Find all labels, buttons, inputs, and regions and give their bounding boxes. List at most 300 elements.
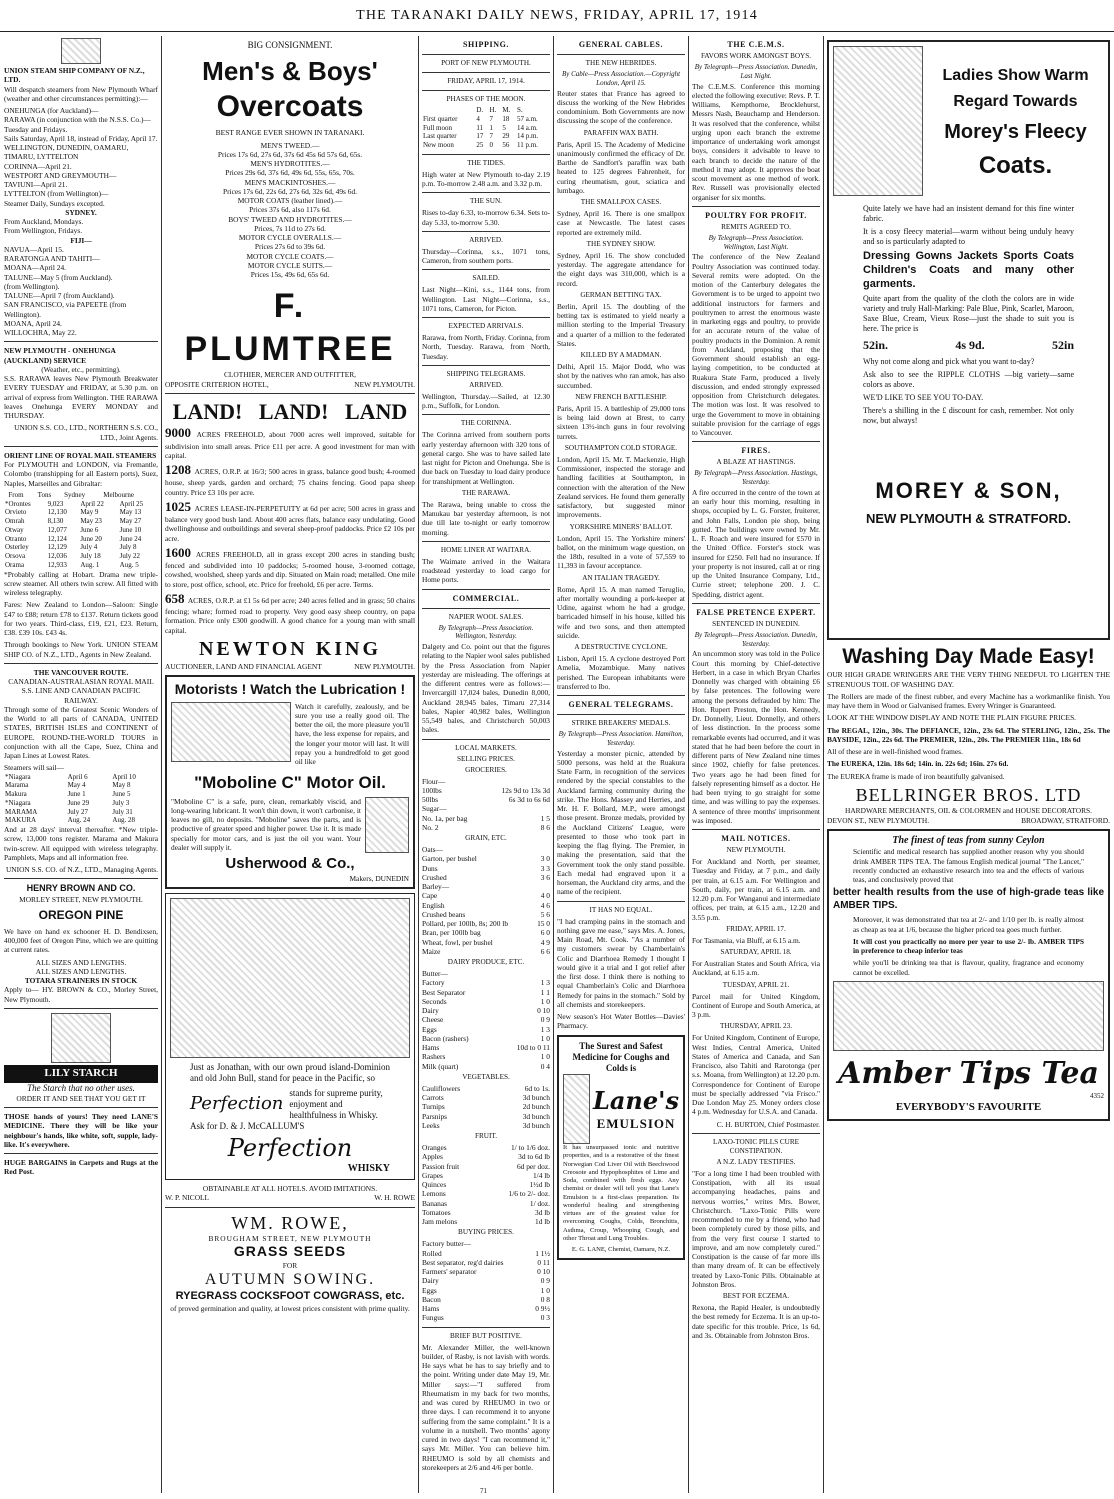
mail-notices: MAIL NOTICES. [721, 834, 791, 843]
tea-end: while you'll be drinking tea that is flavour, quality, fragrance and economy cannot be excelled. [853, 958, 1084, 977]
price-row: Grapes 1/4 lb [422, 1170, 550, 1180]
laxo: LAXO-TONIC PILLS CURE CONSTIPATION. [712, 1137, 800, 1155]
brief: BRIEF BUT POSITIVE. [450, 1331, 522, 1340]
column-retail-ads [827, 36, 1110, 1493]
oregon-sizes: ALL SIZES AND LENGTHS. [35, 957, 127, 967]
general-cables: GENERAL CABLES. [578, 40, 664, 49]
window: LOOK AT THE WINDOW DISPLAY AND NOTE THE PLAIN FIGURE PRICES. [827, 713, 1077, 723]
favourite: EVERYBODY'S FAVOURITE [895, 1101, 1042, 1113]
union-sign: UNION S.S. CO., LTD., NORTHERN S.S. CO., LTD., Joint Agents. [14, 423, 158, 442]
sailing-item: TAVIUNI—April 21. [4, 180, 68, 189]
markets: LOCAL MARKETS. [455, 743, 517, 752]
sailed-text: Last Night—Kini, s.s., 1144 tons, from Wellington. Last Night—Corinna, s.s., 1071 tons, Cameron, for Picton. [422, 285, 550, 313]
sun-text: Rises to-day 6.33, to-morrow 6.34. Sets to-day 5.33, to-morrow 5.30. [422, 208, 550, 227]
sailing-item: CORINNA—April 21. [4, 161, 72, 171]
moboline-ad [165, 675, 415, 889]
orient-rows [4, 500, 158, 570]
cems-sub: FAVORS WORK AMONGST BOYS. [700, 52, 812, 60]
ladies-line-2: Regard Towards [953, 93, 1078, 110]
price-row: Hams 0 9½ [422, 1304, 550, 1313]
column-rule [161, 36, 162, 1493]
moboline-title: "Moboline C" Motor Oil. [194, 773, 386, 793]
morey-ad [827, 40, 1110, 640]
orient-row: *Orontes 9,023 April 22 April 25 [5, 499, 144, 508]
apply: Apply to— HY. BROWN & CO., Morley Street, New Plymouth. [4, 985, 158, 1004]
burton: C. H. BURTON, Chief Postmaster. [716, 1119, 820, 1129]
selling: SELLING PRICES. [457, 754, 515, 763]
morey-call: Why not come along and pick what you want to-day? [863, 357, 1035, 367]
ryegrass: RYEGRASS COCKSFOOT COWGRASS, etc. [175, 1290, 405, 1303]
lanes-title: Lane's [592, 1086, 679, 1116]
orient-text: For PLYMOUTH and LONDON, via Fremantle, Colombo (transhipping for all Eastern ports), Suez, Naples, Marseilles and Gibraltar: [4, 460, 158, 488]
perfection-ask: Ask for D. & J. McCALLUM'S [190, 1121, 305, 1132]
grain-list [422, 845, 550, 956]
poultry-by: By Telegraph—Press Association. Wellington, Last Night. [708, 233, 804, 251]
moon-row: First quarter 4 7 18 57 a.m. [423, 114, 538, 123]
sailing-ship-illustration [833, 981, 1104, 1051]
motorists-heading: Motorists ! Watch the Lubrication ! [174, 681, 406, 698]
price-row: Bacon 0 8 [422, 1294, 550, 1304]
betting-text: Berlin, April 15. The doubling of the betting tax is estimated to yield nearly a million sterling to the Imperial Treasury and a quarter of a million to the federated States. [557, 301, 685, 348]
port: PORT OF NEW PLYMOUTH. [441, 59, 531, 67]
fraud-text: An uncommon story was told in the Police Court this morning by Chief-detective Herbert, in a case in which Bryan Charles Donnelly was charged with obtaining £6 by false pretences. The following were among the persons defrauded by him: The Hon. Rupert Preston, the Hon. Kennedy, Dr. Donnelly, Lieut. Donnelly, and others of less distinction. In the process some remarkable events had occurred, and it was stated that he had been before the court in different parts of New Zealand nine times since 1902, chiefly for false pretences. Two years ago he had been fined for falsely representing himself as a doctor. He had been trying to go straight for some time, and was willing to pay the expenses. A sentence of three months' imprisonment was imposed. [692, 649, 820, 825]
bottle-illustration [563, 1074, 590, 1144]
price-row: Turnips 2d bunch [422, 1102, 550, 1112]
newton-king: NEWTON KING [198, 637, 382, 660]
grain: GRAIN, ETC. [465, 834, 507, 842]
price-row: Maize 6 6 [422, 946, 550, 956]
rarawa-text: The Rarawa, being unable to cross the Manukau bar yesterday afternoon, is not due till late to-night or early tomorrow morning. [422, 499, 550, 537]
paraffin: PARAFFIN WAX BATH. [583, 128, 659, 137]
morey-son: MOREY & SON, [875, 478, 1062, 504]
price-row: Carrots 3d bunch [422, 1093, 550, 1102]
arrived: ARRIVED. [469, 235, 503, 244]
cold-storage-text: London, April 15. Mr. T. Mackenzie, High Commissioner, inspected the storage and handling facilities at Southampton, in connection with the alteration of the New Zealand services. He found them generally satisfactory, but suggested minor improvements. [557, 454, 685, 520]
for: FOR [282, 1260, 298, 1270]
moon-row: New moon 25 0 56 11 p.m. [423, 141, 538, 149]
orient-row: Omrah 8,130 May 23 May 27 [5, 517, 142, 525]
vancouver-sub: CANADIAN-AUSTRALASIAN ROYAL MAIL S.S. LINE AND CANADIAN PACIFIC RAILWAY. [8, 677, 154, 705]
discount: There's a shilling in the £ discount for cash, remember. Not only now, but always! [863, 406, 1074, 426]
napier: NAPIER WOOL SALES. [448, 612, 524, 621]
price-row: Fungus 0 3 [422, 1313, 550, 1323]
price-row: Quinces 1½d lb [422, 1180, 550, 1189]
onehunga-title: NEW PLYMOUTH - ONEHUNGA (AUCKLAND) SERVICE [4, 346, 116, 365]
brown-addr: MORLEY STREET, NEW PLYMOUTH. [19, 894, 143, 904]
laxo-sub: A N.Z. LADY TESTIFIES. [716, 1157, 796, 1166]
hebrides-by: By Cable—Press Association.—Copyright London, April 15. [561, 70, 681, 87]
phases: PHASES OF THE MOON. [446, 95, 526, 103]
cyclone-text: Lisbon, April 15. A cyclone destroyed Port Amelia, Mozambique. Many natives perished. The European inhabitants were transferred to Ibo. [557, 654, 685, 691]
morey-text: It is a cosy fleecy material—warm without being unduly heavy and so is particularly adapted to [863, 227, 1074, 246]
vancouver-row: *Niagara June 29 July 3 [5, 798, 130, 807]
bellringer: BELLRINGER BROS. LTD [855, 784, 1082, 805]
tea-more: Moreover, it was demonstrated that tea at 2/- and 1/10 per lb. is really almost as cheap as tea at 1/6, because the higher priced tea goes much further. [853, 915, 1084, 934]
sailing-item: TALUNE—April 7 (from Auckland). [4, 291, 115, 300]
column-shipping-ads [4, 36, 158, 1493]
tea-bold: better health results from the use of high-grade teas like AMBER TIPS. [833, 887, 1104, 911]
moon-table [422, 106, 550, 150]
tides-text: High water at New Plymouth to-day 2.19 p.m. To-morrow 2.48 a.m. and 3.32 p.m. [422, 169, 550, 188]
hebrides-text: Reuter states that France has agreed to discuss the working of the New Hebrides condominium. Both Governments are now discussing the scope of the conference. [557, 88, 685, 126]
whisky: WHISKY [347, 1162, 390, 1174]
brief-text: Mr. Alexander Miller, the well-known builder, of Rasby, is not lavish with words. He says what he has to say briefly and to the point. Writing under date May 19, Mr. Miller says:—"I suffered from Rheumatism in my back for two months, and was cured by RHEUMO in two or three days. I can recommend it to anyone suffering from the same complaint." It is a volume in a nutshell. Two months' agony cured in two days! "I can recommend it," says Mr. Miller. You can believe him. RHEUMO is sold by all chemists and storekeepers at 2/6 and 4/6 per bottle. [422, 1342, 550, 1472]
price-row: Jam melons 1d lb [422, 1217, 550, 1226]
land-item: 658 ACRES, O.R.P. at £1 5s 6d per acre; 240 acres felled and in grass; 50 chains fencing; whare; formed road to property. Very good easy sheep country, on papa formation. Price only £300 goodwill. A good chance for a young man with small capital. [165, 590, 415, 635]
vancouver-sail: Steamers will sail— [4, 763, 64, 773]
amber-num: 4352 [1090, 1092, 1104, 1101]
price-row: Eggs 1 0 [422, 1285, 550, 1295]
sailing-item: Steamer Daily, Sundays excepted. [4, 198, 105, 208]
tragedy: AN ITALIAN TRAGEDY. [582, 573, 660, 582]
rarawa: THE RARAWA. [461, 488, 511, 497]
price-row: Crushed beans 5 6 [422, 909, 550, 919]
land-item: 1208 ACRES, O.R.P. at 16/3; 500 acres in grass, balance good bush; 4-roomed house, sheep yards, garden and orchard; 75 chains fencing. Good papa sheep country. Price £3 10s per acre. [165, 462, 415, 497]
lady-in-coat-illustration [833, 46, 923, 196]
consignment: BIG CONSIGNMENT. [247, 40, 333, 50]
newton-sub: AUCTIONEER, LAND AND FINANCIAL AGENT NEW PLYMOUTH. [165, 661, 415, 671]
sydney-show-text: Sydney, April 16. The show concluded yesterday. The aggregate attendance for the eight days was 310,000, which is a record. [557, 250, 685, 288]
price-row: No. 1a, per bag 1 5 [422, 813, 550, 823]
cyclone: A DESTRUCTIVE CYCLONE. [574, 643, 668, 651]
autumn-sowing: AUTUMN SOWING. [204, 1271, 376, 1289]
huge-bargains: HUGE BARGAINS in Carpets and Rugs at the Red Post. [4, 1158, 158, 1177]
moboline-text: Watch it carefully, zealously, and be sure you use a really good oil. The better the oil, the more pleasure you'll have, the less expense for repairs, and the longer your motor will last. It will repay you a hundredfold to get good oil like [295, 701, 409, 767]
vancouver-row: MARAMA July 27 July 31 [5, 807, 133, 816]
fruit: FRUIT. [474, 1132, 498, 1140]
vancouver-title: THE VANCOUVER ROUTE. [33, 667, 129, 677]
vancouver-row: MAKURA Aug. 24 Aug. 28 [5, 816, 135, 825]
betting: GERMAN BETTING TAX. [580, 290, 662, 299]
land-items [165, 425, 415, 635]
price-row: Oats— [422, 845, 443, 854]
cems-by: By Telegraph—Press Association. Dunedin, Last Night. [694, 63, 818, 80]
arrived2-text: Wellington, Thursday.—Sailed, at 12.30 p.m., Suffolk, for London. [422, 391, 550, 410]
perfection-script: Perfection [190, 1093, 284, 1115]
tuesday-text: Parcel mail for United Kingdom, Continent of Europe and South America, at 3 p.m. [692, 991, 820, 1019]
sailed: SAILED. [472, 274, 500, 283]
oregon-sizes: ALL SIZES AND LENGTHS. [35, 966, 127, 976]
price-row: Tomatoes 3d lb [422, 1207, 550, 1217]
remits: REMITS AGREED TO. [721, 222, 791, 231]
lily-note: ORDER IT AND SEE THAT YOU GET IT [16, 1093, 146, 1103]
yorkshire-text: London, April 15. The Yorkshire miners' ballot, on the minimum wage question, on the 18th, resulted in a vote of 57,559 to 11,393 in favour acceptance. [557, 533, 685, 571]
totara: TOTARA STRAINERS IN STOCK [24, 976, 138, 985]
page-number: 71 [480, 1487, 487, 1495]
dairy-list [422, 969, 550, 1071]
price-row: Dairy 0 10 [422, 1006, 550, 1015]
tea-text: Scientific and medical research has supplied another reason why you should drink AMBER TIPS TEA. The famous English medical journal "The Lancet," recently conducted an exhaustive research into tea and the effects of various teas, and conclusively proved that [853, 847, 1084, 884]
price-row: Rashers 1 0 [422, 1052, 550, 1062]
onehunga-text: S.S. RARAWA leaves New Plymouth Breakwater EVERY TUESDAY and FRIDAY, at 5.30 p.m. on arrival of express from Wellington. THE RARAWA leaves Onehunga EVERY MONDAY and THURSDAY. [4, 374, 158, 420]
column-clothing-ads [165, 36, 415, 1493]
price-row: Bacon (rashers) 1 0 [422, 1033, 550, 1043]
morey-list: Dressing Gowns Jackets Sports Coats Children's Coats and many other garments. [863, 250, 1074, 290]
smallpox-text: Sydney, April 16. There is one smallpox case at Newcastle. The latest cases reported are extremely mild. [557, 209, 685, 237]
sailing-item: (from Wellington). [4, 281, 60, 291]
price-row: 50lbs 6s 3d to 6s 6d [422, 795, 550, 804]
rowe-addr: BROUGHAM STREET, NEW PLYMOUTH [208, 1234, 372, 1244]
tragedy-text: Rome, April 15. A man named Teruglio, after mortally wounding a pork-keeper at Udine, against whom he had a grudge, barricaded himself in his house, killed his wife and two sons, and then attempted suicide. [557, 584, 685, 640]
sailing-item: SAN FRANCISCO, via PAPEETE (from Wellington). [4, 300, 127, 319]
sailing-item: WILLOCHRA, May 22. [4, 328, 77, 337]
groceries: GROCERIES. [465, 765, 507, 774]
morey-intro: Quite lately we have had an insistent demand for this fine winter fabric. [863, 204, 1074, 223]
hebrides: THE NEW HEBRIDES. [585, 59, 657, 67]
price-row: Farmers' separator 0 10 [422, 1267, 550, 1276]
price-row: Best separator, reg'd dairies 0 11 [422, 1257, 550, 1267]
price-row: Rolled 1 1½ [422, 1248, 550, 1258]
arrived-text: Thursday—Corinna, s.s., 1071 tons, Cameron, from southern ports. [422, 246, 550, 265]
sailing-item: RARAWA (in conjunction with the N.S.S. Co.)—Tuesday and Fridays. [4, 115, 151, 134]
orient-row: Otranto 12,124 June 20 June 24 [5, 534, 142, 543]
bell-addr: DEVON ST., NEW PLYMOUTH. BROADWAY, STRATFORD. [827, 815, 1110, 825]
price-row: Best Separator 1 1 [422, 987, 550, 997]
price-row: Bananas 1/ doz. [422, 1198, 550, 1208]
fires: FIRES. [741, 446, 771, 456]
battleship-text: Paris, April 15. A battleship of 29,000 tons is being laid down at Brest, to carry sixteen 13½-inch guns in four revolving turrets. [557, 403, 685, 441]
ladies-line-3: Morey's Fleecy [944, 121, 1087, 143]
price-row: Butter— [422, 969, 448, 978]
moon-row: D. H. M. S. [476, 106, 523, 114]
moon-row: Last quarter 17 7 29 14 p.m. [423, 132, 539, 141]
lanes-ad: THOSE hands of yours! They need LANE'S MEDICINE. There they will be like your neighbour's hands, like white, soft, supple, lady-like. It's everywhere. [4, 1112, 158, 1149]
land-heading: LAND! LAND! LAND [172, 398, 408, 424]
perfection-script-large: Perfection [227, 1133, 353, 1162]
union-title: UNION STEAM SHIP COMPANY OF N.Z., LTD. [4, 66, 145, 85]
fraud: FALSE PRETENCE EXPERT. [696, 607, 816, 617]
price-row: Factory 1 3 [422, 978, 550, 988]
land-item: 9000 ACRES FREEHOLD, about 7000 acres well improved, suitable for subdivision into small areas. Price £11 per acre. A good investment for man with capital. [165, 425, 415, 460]
orient-fares: Fares: New Zealand to London—Saloon: Single £47 to £88; return £78 to £137. Return tickets good for two years. Third-class, £19, £21, £23. Return, £38. £39 10s. £43 4s. [4, 600, 158, 637]
child-illustration [51, 1013, 111, 1063]
like-to-see: WE'D LIKE TO SEE YOU TO-DAY. [863, 393, 984, 403]
plumtree-sub: CLOTHIER, MERCER AND OUTFITTER, [223, 370, 356, 380]
ryegrass-sub: of proved germination and quality, at lowest prices consistent with prime quality. [170, 1303, 410, 1313]
price-row: Cheese 0 9 [422, 1015, 550, 1025]
price-row: No. 2 8 6 [422, 822, 550, 832]
tea-title: The finest of teas from sunny Ceylon [892, 834, 1045, 846]
ladies-line-4: Coats. [978, 152, 1053, 179]
emulsion-title: EMULSION [596, 1116, 676, 1132]
ripple: Ask also to see the RIPPLE CLOTHS —big variety—same colors as above. [863, 370, 1074, 390]
mail-text: For Auckland and North, per steamer, Tuesday and Friday, at 7 p.m., and daily per train, at 6.15 a.m. For Wellington and South, daily, per train, at 6.15 a.m. and 12.20 p.m. For Wanganui and intermediate offices, per train, at 6.15 a.m., 12.20 and 3.55 p.m. [692, 857, 820, 922]
land-item: 1025 ACRES LEASE-IN-PERPETUITY at 6d per acre; 500 acres in grass and balance very good bush land. About 400 acres flats, balance easy undulating. Good dwellinghouse and outbuildings and several sheep-proof paddocks. Price £2 10s per acre. [165, 498, 415, 543]
hastings-text: A fire occurred in the centre of the town at an early hour this morning, resulting in shops, occupied by L. G. Forster, fruiterer, and John Falls, London pie shop, being gutted. The buildings were owned by Mr. L. F. Roach and were insured for £570 in the United Office. Forster's stock was insured for £250. Fell had no insurance. If your property is not insured, call at or ring up the United Insurance Company, Ltd., Currie street; telephone 200. J. C. Spedding, district agent. [692, 487, 820, 599]
expected: EXPECTED ARRIVALS. [448, 322, 524, 330]
paraffin-text: Paris, April 15. The Academy of Medicine unanimously confirmed the efficacy of Dr. Barthe de Sandfort's paraffin wax bath heated to 125 degrees Fahrenheit, for curing rheumatism, gout, sciatica and lumbago. [557, 139, 685, 195]
price-row: Dairy 0 9 [422, 1276, 550, 1286]
expected-text: Rarawa, from North, Friday. Corinna, from North, Tuesday. Rarawa, from North, Tuesday. [422, 333, 550, 361]
sailing-item: MOANA—April 24. [4, 263, 66, 273]
dairy: DAIRY PRODUCE, ETC. [447, 958, 525, 966]
nicoll-row: W. P. NICOLL W. H. ROWE [165, 1193, 415, 1203]
date: FRIDAY, APRIL 17, 1914. [447, 77, 525, 85]
price-row: Wheat, fowl, per bushel 4 9 [422, 937, 550, 947]
sailing-item: LYTTELTON (from Wellington)— [4, 189, 109, 199]
column-rule [553, 36, 554, 1493]
tuesday: TUESDAY, APRIL 21. [722, 980, 790, 989]
eureka-note: The EUREKA frame is made of iron beautifully galvanised. [827, 771, 1005, 781]
price-row: Passion fruit 6d per doz. [422, 1161, 550, 1171]
orient-bookings: Through bookings to New York. UNION STEAM SHIP CO. of N.Z., LTD., Agents in New Zealand. [4, 640, 158, 659]
sentenced: SENTENCED IN DUNEDIN. [712, 619, 800, 628]
perfection-ad [165, 893, 415, 1180]
column-cables [557, 36, 685, 1493]
lanes-emulsion-ad [557, 1035, 685, 1261]
madman: KILLED BY A MADMAN. [580, 351, 662, 359]
ladies-line-1: Ladies Show Warm [942, 67, 1089, 84]
motor-car-illustration [171, 702, 291, 762]
vancouver-sign: UNION S.S. CO. of N.Z., LTD., Managing Agents. [5, 865, 158, 874]
price-row: Sugar— [422, 804, 447, 814]
price-row: Barley— [422, 882, 450, 891]
sailing-item: SYDNEY. [65, 207, 97, 217]
tides: THE TIDES. [467, 158, 505, 167]
moboline-body: "Moboline C" is a safe, pure, clean, remarkably viscid, and long-wearing lubricant. It won't thin down, it won't carbonise, it leaves no gill, no deposits. "Moboline" saves the parts, and is productive of greater speed and higher power. Use it. It is made specially for motor cars, and is just the oil you want. Your dealer will supply it. [171, 796, 361, 852]
thursday-text: For United Kingdom, Continent of Europe, West Indies, Central America, United States of America and Canada, and San Francisco, also Tahiti and Rarotonga (per s.s. Moana, from Wellington) at 12.20 p.m. Correspondence for Continent of Europe must be specially addressed "via Frisco." Due London May 25. Money orders close 4 p.m. Wednesday for U.S.A. and Canada. [692, 1033, 820, 1117]
usherwood: Usherwood & Co., [225, 855, 355, 873]
overcoats-line-1: Men's & Boys' [202, 56, 378, 87]
general-telegrams: GENERAL TELEGRAMS. [568, 700, 674, 709]
vancouver-row: *Niagara April 6 April 10 [5, 772, 136, 781]
buying: BUYING PRICES. [458, 1228, 514, 1237]
corinna: THE CORINNA. [460, 419, 512, 428]
rowe: WM. ROWE, [231, 1212, 349, 1233]
orient-title: ORIENT LINE OF ROYAL MAIL STEAMERS [4, 450, 157, 460]
sailing-item: ONEHUNGA (for Auckland)— [4, 106, 99, 115]
column-rule [823, 36, 824, 1493]
overcoats-line-2: Overcoats [216, 89, 364, 123]
plumtree-address: OPPOSITE CRITERION HOTEL, NEW PLYMOUTH. [165, 379, 415, 389]
buying-list [422, 1239, 550, 1322]
medals-by: By Telegraph—Press Association. Hamilton, Yesterday. [558, 730, 684, 747]
perfection-mid: stands for supreme purity, enjoyment and healthfulness in Whisky. [289, 1087, 383, 1121]
sailing-item: MOANA, April 24. [4, 318, 62, 328]
hot-water-bottles: New season's Hot Water Bottles—Davies' Pharmacy. [557, 1012, 685, 1031]
sailing-item: From Wellington, Fridays. [4, 226, 83, 236]
column-local-news [692, 36, 820, 1493]
grocery-list [422, 777, 550, 833]
corinna-text: The Corinna arrived from southern ports early yesterday afternoon with 320 tons of general cargo. She was to have sailed late last night for Picton and Onehunga. She is due back on Tuesday to load dairy produce for transhipment at Wellington. [422, 430, 550, 486]
sailing-item: TALUNE—May 5 (from Auckland). [4, 272, 113, 282]
cems: THE C.E.M.S. [727, 40, 785, 49]
price-row: Seconds 1 0 [422, 996, 550, 1006]
fruit-list [422, 1143, 550, 1226]
yorkshire: YORKSHIRE MINERS' BALLOT. [569, 522, 673, 531]
price-row: Pollard, per 100lb, 8s; 200 lb 15 0 [422, 919, 550, 928]
sydney-show: THE SYDNEY SHOW. [586, 239, 656, 248]
washing-day: Washing Day Made Easy! [842, 645, 1095, 668]
price-row: Cape 4 0 [422, 891, 550, 901]
lanes-head: The Surest and Safest Medicine for Coughs and Colds is [572, 1040, 670, 1073]
vegetable-list [422, 1084, 550, 1130]
price-row: Flour— [422, 776, 446, 786]
sailing-item: NAVUA—April 15. [4, 244, 64, 254]
column-rule [418, 36, 419, 1493]
sailing-item: From Auckland, Mondays. [4, 217, 84, 226]
eczema: BEST FOR ECZEMA. [722, 1292, 790, 1300]
oregon-title: OREGON PINE [38, 907, 124, 922]
price-row: Cauliflowers 6d to 1s. [422, 1083, 550, 1093]
wringers: OUR HIGH GRADE WRINGERS ARE THE VERY THING NEEDFUL TO LIGHTEN THE STRENUOUS TOIL OF WASHING DAY. [827, 670, 1110, 689]
morey-prices: 52in. 4s 9d. 52in [863, 338, 1074, 353]
arrived2: ARRIVED. [469, 380, 503, 389]
medals: STRIKE BREAKERS' MEDALS. [571, 719, 671, 727]
oil-can-illustration [365, 797, 409, 853]
mail-po: NEW PLYMOUTH. [726, 846, 786, 854]
waitara: HOME LINER AT WAITARA. [440, 545, 532, 554]
shipping-heading: SHIPPING. [462, 40, 510, 49]
sailings-list [4, 106, 158, 337]
sailing-item: WESTPORT AND GREYMOUTH— [4, 170, 117, 180]
price-row: Hams 10d to 0 11 [422, 1043, 550, 1052]
price-row: Apples 3d to 6d lb [422, 1152, 550, 1162]
amber-tips-logo: Amber Tips Tea [838, 1055, 1099, 1091]
vancouver-row: Marama May 4 May 8 [5, 781, 131, 790]
orient-note: *Probably calling at Hobart. Drama new triple-screw steamer. All others twin screw. All fitted with wireless telegraphy. [4, 569, 158, 597]
no-equal-text: "I had cramping pains in the stomach and nothing gave me ease," says Mrs. A. Jones, Main Road, Mt. Cook. "As a number of my customers swear by Chamberlain's Colic and Diarrhoea Remedy I thought I would give it a trial and I got relief after the first dose. I think there is nothing to equal Chamberlain's Colic and Diarrhoea Remedy for pains in the stomach." Sold by all chemists and storekeepers. [557, 916, 685, 1009]
morey-colors: Quite apart from the quality of the cloth the colors are in wide variety and truly Hall-Marking: Pale Blue, Pink, Scarlet, Maroon, Saxe Blue, Cream, Vieux Rose—just the shade to suit you is here. The price is [863, 294, 1074, 334]
eureka: The EUREKA, 12in. 18s 6d; 14in. in. 22s 6d; 16in. 27s 6d. [827, 759, 1009, 769]
column-rule [688, 36, 689, 1493]
sailing-item: FIJI— [70, 235, 92, 245]
vancouver-row: Makura June 1 June 5 [5, 790, 131, 798]
jonathan-john-bull-illustration [170, 898, 410, 1058]
fraud-by: By Telegraph—Press Association. Dunedin, Yesterday. [694, 630, 818, 648]
vancouver-text: Through some of the Greatest Scenic Wonders of the World to all parts of CANADA, UNITED STATES, BRITISH ISLES and CONTINENT of EUROPE. ROUND-THE-WORLD TOURS in conjunction with all the Cape, Suez, China and Japan Lines at Lowest Rates. [4, 704, 158, 760]
sailing-item: WELLINGTON, DUNEDIN, OAMARU, TIMARU, LYTTELTON [4, 143, 129, 162]
usherwood-sub: Makers, DUNEDIN [349, 873, 409, 883]
thursday: THURSDAY, APRIL 23. [719, 1022, 793, 1031]
best-range: BEST RANGE EVER SHOWN IN TARANAKI. [215, 128, 365, 138]
price-row: Garton, per bushel 3 0 [422, 854, 550, 864]
lanes-sign: E. G. LANE, Chemist, Oamaru, N.Z. [571, 1246, 671, 1254]
orient-row: Orsova 12,036 July 18 July 22 [5, 552, 141, 560]
medals-text: Yesterday a monster picnic, attended by 5000 persons, was held at the Ruakura State Farm, in recognition of the services rendered by the special constables to the Auckland farming community during the strike. The Hons. Massey and Herries, and Mr. H. F. Bollard, M.P., were amongst those present. Bronze medals, provided by the Auckland Citizens' League, were presented to those who took part in keeping the flag flying. The Premier, in making the presentation, said that the Government took the only stand possible. Each medal had engraved upon it a horseman, the Auckland city arms, and the name of the recipient. [557, 748, 685, 897]
laxo-text: "For a long time I had been troubled with Constipation, with all its usual accompanying headaches, pains and nervous worries," writes Mrs. Bower, Christchurch. "Laxo-Tonic Pills were recommended to me by a friend, who had been completely cured by those pills, and from the very first course I started to improve, and am now completely cured." Constipation is the cause of far more ills than many dream of. It can be effectively treated by Laxo-Tonic Pills. Obtainable at Johnston Bros. [692, 1168, 820, 1289]
price-row: 100lbs 12s 9d to 13s 3d [422, 785, 550, 795]
vancouver-table [4, 773, 158, 826]
perfection-text: Just as Jonathan, with our own proud island-Dominion and old John Bull, stand for peace in the Pacific, so [190, 1062, 390, 1084]
cems-text: The C.E.M.S. Conference this morning elected the following executive: Revs. P. T. Williams, Kempthorne, Brocklehurst, Messrs Nash, Beauchamp and Henderson. It was resolved that the conference, whilst urging upon each branch the extreme importance of undertaking work amongst boys, considers it advisable to leave to each branch to decide the nature of the method it may adopt. It approves the boat scout movement as one method of work. Rev. Russell was provisionally elected organiser for six months. [692, 81, 820, 202]
morey-town: NEW PLYMOUTH & STRATFORD. [865, 510, 1072, 526]
grass-seeds: GRASS SEEDS [233, 1243, 347, 1260]
moon-row: Full moon 11 1 5 14 a.m. [423, 123, 538, 132]
orient-table: From Tons Sydney Melbourne [8, 490, 134, 499]
tea-bold2: It will cost you practically no more per year to use 2/- lb. AMBER TIPS in preference to cheap inferior teas [853, 936, 1084, 955]
lily-sub: The Starch that no other uses. [27, 1082, 135, 1093]
no-equal: IT HAS NO EQUAL. [589, 905, 653, 914]
union-text: Will despatch steamers from New Plymouth Wharf (weather and other circumstances permitting):— [4, 84, 158, 103]
rollers: The Rollers are made of the finest rubber, and every Machine has a workmanlike finish. You may have them in Wood or Galvanised frames. Every Wringer is Guaranteed. [827, 691, 1110, 710]
price-row: Crushed 3 6 [422, 872, 550, 882]
price-row: Parsnips 3d bunch [422, 1111, 550, 1121]
friday: FRIDAY, APRIL 17. [726, 924, 786, 933]
onehunga-sub: (Weather, etc., permitting). [41, 364, 121, 374]
price-row: English 4 6 [422, 900, 550, 910]
plumtree: F. PLUMTREE [184, 287, 396, 368]
vegetables: VEGETABLES. [462, 1072, 510, 1081]
sailing-item: Sails Saturday, April 18, instead of Friday, April 17. [4, 133, 158, 143]
waitara-text: The Waimate arrived in the Waitara roadstead yesterday to load cargo for Home ports. [422, 556, 550, 585]
orient-row: Orama 12,933 Aug. 1 Aug. 5 [5, 560, 139, 569]
price-row: Eggs 1 3 [422, 1024, 550, 1034]
price-row: Oranges 1/ to 1/6 doz. [422, 1143, 550, 1152]
sun: THE SUN. [470, 197, 502, 206]
price-row: Duns 3 3 [422, 863, 550, 873]
price-row: Lemons 1/6 to 2/- doz. [422, 1189, 550, 1199]
